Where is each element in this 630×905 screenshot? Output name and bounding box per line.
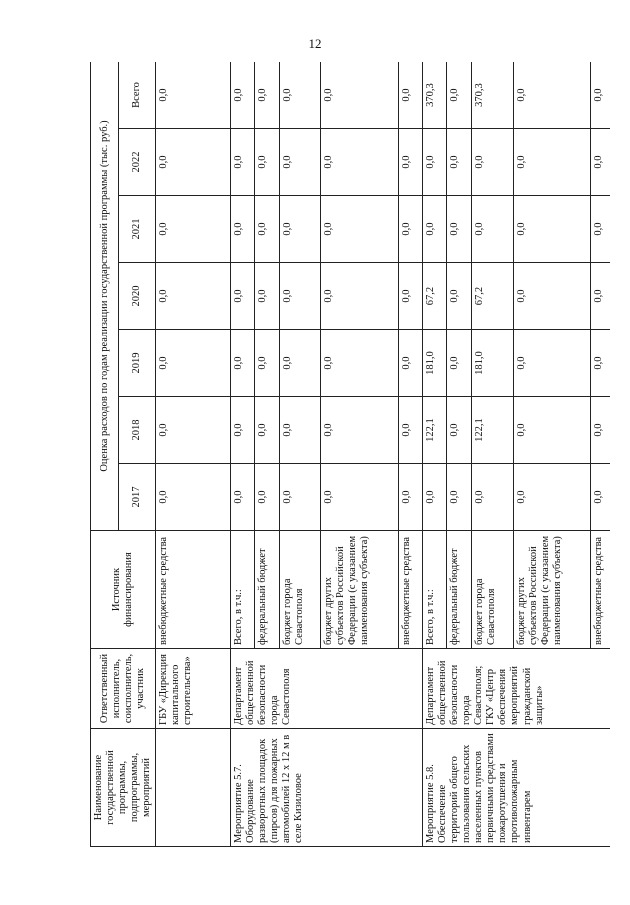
value-cell: 122,1 xyxy=(471,397,513,464)
value-cell: 0,0 xyxy=(230,397,254,464)
header-name: Наименование государственной программы, подпрограммы, мероприятий xyxy=(91,729,156,847)
value-cell: 0,0 xyxy=(255,129,279,196)
value-cell: 0,0 xyxy=(279,263,321,330)
source-cell: Всего, в т.ч.: xyxy=(423,531,447,649)
value-cell: 0,0 xyxy=(471,196,513,263)
value-cell: 0,0 xyxy=(447,129,471,196)
source-cell: бюджет города Севастополя xyxy=(471,531,513,649)
value-cell: 0,0 xyxy=(513,397,590,464)
source-cell: федеральный бюджет xyxy=(255,531,279,649)
measure-name-cell: Мероприятие 5.8. Обеспечение территорий общего пользования сельских населенных пунктов первичными средствами пожаротушения и противопожарным инвентарем xyxy=(423,729,611,847)
value-cell: 0,0 xyxy=(255,196,279,263)
value-cell: 0,0 xyxy=(279,196,321,263)
value-cell: 0,0 xyxy=(471,129,513,196)
source-cell: внебюджетные средства xyxy=(590,531,610,649)
value-cell: 0,0 xyxy=(279,397,321,464)
value-cell: 0,0 xyxy=(590,464,610,531)
source-cell: федеральный бюджет xyxy=(447,531,471,649)
value-cell: 0,0 xyxy=(590,62,610,129)
executor-cell: Департамент общественной безопасности города Севастополя; ГКУ «Центр обеспечения мероприятий гражданской защиты» xyxy=(423,649,611,729)
value-cell: 0,0 xyxy=(513,464,590,531)
value-cell: 0,0 xyxy=(255,397,279,464)
source-cell: бюджет города Севастополя xyxy=(279,531,321,649)
value-cell: 0,0 xyxy=(255,464,279,531)
source-cell: внебюджетные средства xyxy=(398,531,422,649)
value-cell: 0,0 xyxy=(398,196,422,263)
executor-cell: ГБУ «Дирекция капитального строительства» xyxy=(156,649,230,729)
header-year: 2020 xyxy=(119,263,156,330)
value-cell: 67,2 xyxy=(423,263,447,330)
value-cell: 0,0 xyxy=(156,397,230,464)
rotated-table xyxy=(90,62,610,847)
source-cell: Всего, в т.ч.: xyxy=(230,531,254,649)
value-cell: 370,3 xyxy=(423,62,447,129)
value-cell: 0,0 xyxy=(398,263,422,330)
value-cell: 0,0 xyxy=(398,397,422,464)
value-cell: 0,0 xyxy=(230,62,254,129)
header-year: 2019 xyxy=(119,330,156,397)
value-cell: 0,0 xyxy=(321,263,398,330)
value-cell: 181,0 xyxy=(423,330,447,397)
value-cell: 67,2 xyxy=(471,263,513,330)
value-cell: 0,0 xyxy=(590,397,610,464)
table-row xyxy=(230,62,254,847)
measure-name-cell: Мероприятие 5.7. Оборудование разворотных площадок (пирсов) для пожарных автомобилей 12 х 12 м в селе Кизиловое xyxy=(230,729,422,847)
value-cell: 0,0 xyxy=(279,62,321,129)
header-year: 2017 xyxy=(119,464,156,531)
value-cell: 370,3 xyxy=(471,62,513,129)
value-cell: 0,0 xyxy=(156,129,230,196)
budget-table xyxy=(90,62,610,847)
value-cell: 181,0 xyxy=(471,330,513,397)
value-cell: 0,0 xyxy=(447,263,471,330)
value-cell: 0,0 xyxy=(513,263,590,330)
value-cell: 0,0 xyxy=(398,62,422,129)
header-year: 2021 xyxy=(119,196,156,263)
value-cell: 0,0 xyxy=(279,464,321,531)
value-cell: 0,0 xyxy=(447,464,471,531)
value-cell: 0,0 xyxy=(230,196,254,263)
value-cell: 0,0 xyxy=(398,464,422,531)
table-row xyxy=(423,62,447,847)
measure-name-cell xyxy=(156,729,230,847)
value-cell: 0,0 xyxy=(156,464,230,531)
value-cell: 0,0 xyxy=(321,464,398,531)
value-cell: 0,0 xyxy=(255,263,279,330)
value-cell: 0,0 xyxy=(255,330,279,397)
source-cell: бюджет других субъектов Российской Федерации (с указанием наименования субъекта) xyxy=(513,531,590,649)
value-cell: 0,0 xyxy=(230,330,254,397)
rotated-table-viewport xyxy=(90,62,610,847)
value-cell: 0,0 xyxy=(447,196,471,263)
executor-cell: Департамент общественной безопасности города Севастополя xyxy=(230,649,422,729)
value-cell: 0,0 xyxy=(321,129,398,196)
value-cell: 0,0 xyxy=(230,464,254,531)
source-cell: внебюджетные средства xyxy=(156,531,230,649)
value-cell: 0,0 xyxy=(230,263,254,330)
value-cell: 0,0 xyxy=(513,62,590,129)
value-cell: 0,0 xyxy=(590,129,610,196)
value-cell: 0,0 xyxy=(279,129,321,196)
value-cell: 0,0 xyxy=(513,196,590,263)
value-cell: 0,0 xyxy=(423,464,447,531)
header-estimate: Оценка расходов по годам реализации государственной программы (тыс. руб.) xyxy=(91,62,119,531)
source-cell: бюджет других субъектов Российской Федерации (с указанием наименования субъекта) xyxy=(321,531,398,649)
value-cell: 0,0 xyxy=(156,330,230,397)
value-cell: 0,0 xyxy=(156,263,230,330)
value-cell: 0,0 xyxy=(513,330,590,397)
value-cell: 0,0 xyxy=(321,330,398,397)
value-cell: 0,0 xyxy=(447,62,471,129)
value-cell: 0,0 xyxy=(230,129,254,196)
table-row xyxy=(156,62,230,847)
value-cell: 0,0 xyxy=(590,330,610,397)
value-cell: 0,0 xyxy=(447,397,471,464)
value-cell: 0,0 xyxy=(321,62,398,129)
value-cell: 0,0 xyxy=(590,196,610,263)
value-cell: 0,0 xyxy=(321,196,398,263)
value-cell: 0,0 xyxy=(321,397,398,464)
value-cell: 0,0 xyxy=(471,464,513,531)
value-cell: 0,0 xyxy=(255,62,279,129)
value-cell: 0,0 xyxy=(156,196,230,263)
value-cell: 0,0 xyxy=(156,62,230,129)
value-cell: 0,0 xyxy=(447,330,471,397)
header-total: Всего xyxy=(119,62,156,129)
value-cell: 0,0 xyxy=(423,196,447,263)
value-cell: 0,0 xyxy=(513,129,590,196)
header-executor: Ответственный исполнитель, соисполнитель, участник xyxy=(91,649,156,729)
header-year: 2018 xyxy=(119,397,156,464)
value-cell: 0,0 xyxy=(279,330,321,397)
header-year: 2022 xyxy=(119,129,156,196)
header-source: Источник финансирования xyxy=(91,531,156,649)
value-cell: 0,0 xyxy=(398,129,422,196)
value-cell: 122,1 xyxy=(423,397,447,464)
value-cell: 0,0 xyxy=(398,330,422,397)
value-cell: 0,0 xyxy=(590,263,610,330)
page-number: 12 xyxy=(308,36,322,51)
value-cell: 0,0 xyxy=(423,129,447,196)
